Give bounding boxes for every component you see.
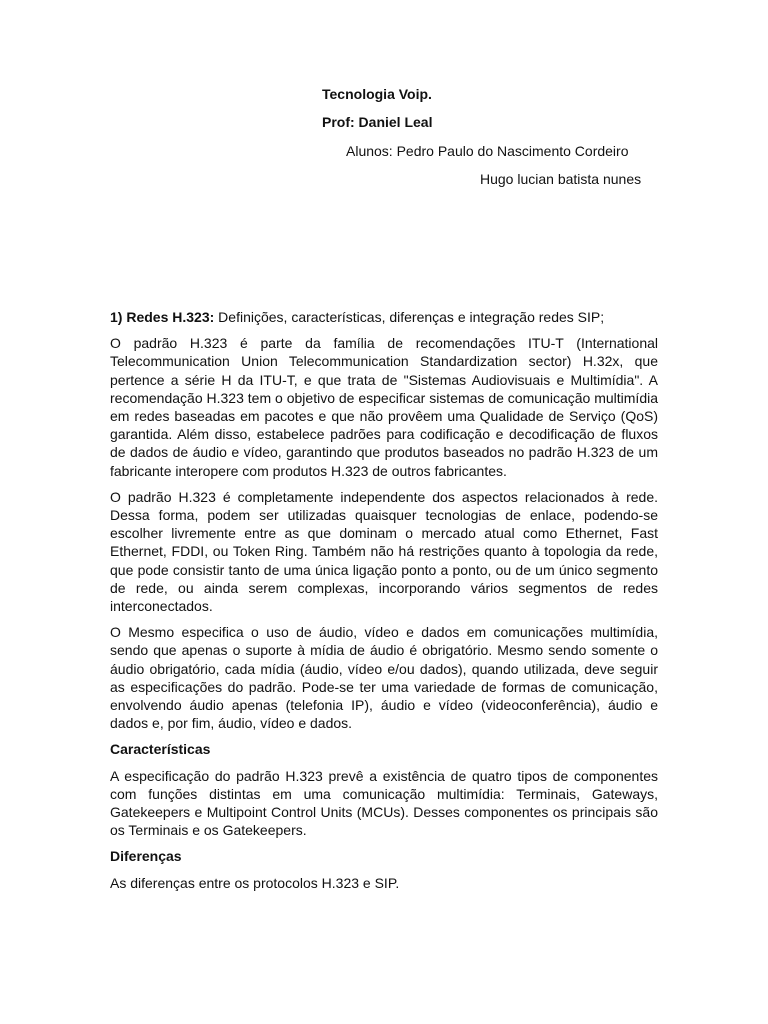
heading-diferencas: Diferenças bbox=[110, 848, 182, 865]
paragraph-2: O padrão H.323 é completamente independente dos aspectos relacionados à rede. Dessa forma, podem ser utilizadas quaisquer tecnologias de enlace, podendo-se escolher livremente entre as que dominam o mercado atual como Ethernet, Fast Ethernet, FDDI, ou Token Ring. Também não há restrições quanto à topologia da rede, que pode consistir tanto de uma única ligação ponto a ponto, ou de um único segmento de rede, ou ainda serem complexas, incorporando vários segmentos de redes interconectados. bbox=[110, 488, 658, 615]
document-body bbox=[110, 308, 658, 900]
paragraph-5: As diferenças entre os protocolos H.323 e SIP. bbox=[110, 874, 400, 891]
paragraph-1: O padrão H.323 é parte da família de recomendações ITU-T (International Telecommunication Union Telecommunication Standardization sector) H.32x, que pertence a série H da ITU-T, e que trata de "Sistemas Audiovisuais e Multimídia". A recomendação H.323 tem o objetivo de especificar sistemas de comunicação multimídia em redes baseadas em pacotes e que não provêem uma Qualidade de Serviço (QoS) garantida. Além disso, estabelece padrões para codificação e decodificação de fluxos de dados de áudio e vídeo, garantindo que produtos baseados no padrão H.323 de um fabricante interopere com produtos H.323 de outros fabricantes. bbox=[110, 335, 658, 479]
professor-name: Prof: Daniel Leal bbox=[322, 114, 433, 130]
paragraph-4: A especificação do padrão H.323 prevê a existência de quatro tipos de componentes com funções distintas em uma comunicação multimídia: Terminais, Gateways, Gatekeepers e Multipoint Control Units (MCUs). Desses componentes os principais são os Terminais e os Gatekeepers. bbox=[110, 767, 658, 839]
heading-caracteristicas: Características bbox=[110, 741, 211, 758]
students-line-1: Alunos: Pedro Paulo do Nascimento Cordeiro bbox=[346, 143, 629, 159]
document-title: Tecnologia Voip. bbox=[322, 86, 432, 102]
paragraph-3: O Mesmo especifica o uso de áudio, vídeo e dados em comunicações multimídia, sendo que apenas o suporte à mídia de áudio é obrigatório. Mesmo sendo somente o áudio obrigatório, cada mídia (áudio, vídeo e/ou dados), quando utilizada, deve seguir as especificações do padrão. Pode-se ter uma variedade de formas de comunicação, envolvendo áudio apenas (telefonia IP), áudio e vídeo (videoconferência), áudio e dados e, por fim, áudio, vídeo e dados. bbox=[110, 624, 658, 732]
question-1-label: 1) Redes H.323: bbox=[110, 309, 215, 325]
question-1-text: Definições, características, diferenças e integração redes SIP; bbox=[214, 309, 605, 325]
students-line-2: Hugo lucian batista nunes bbox=[480, 171, 642, 187]
question-1 bbox=[110, 308, 658, 326]
